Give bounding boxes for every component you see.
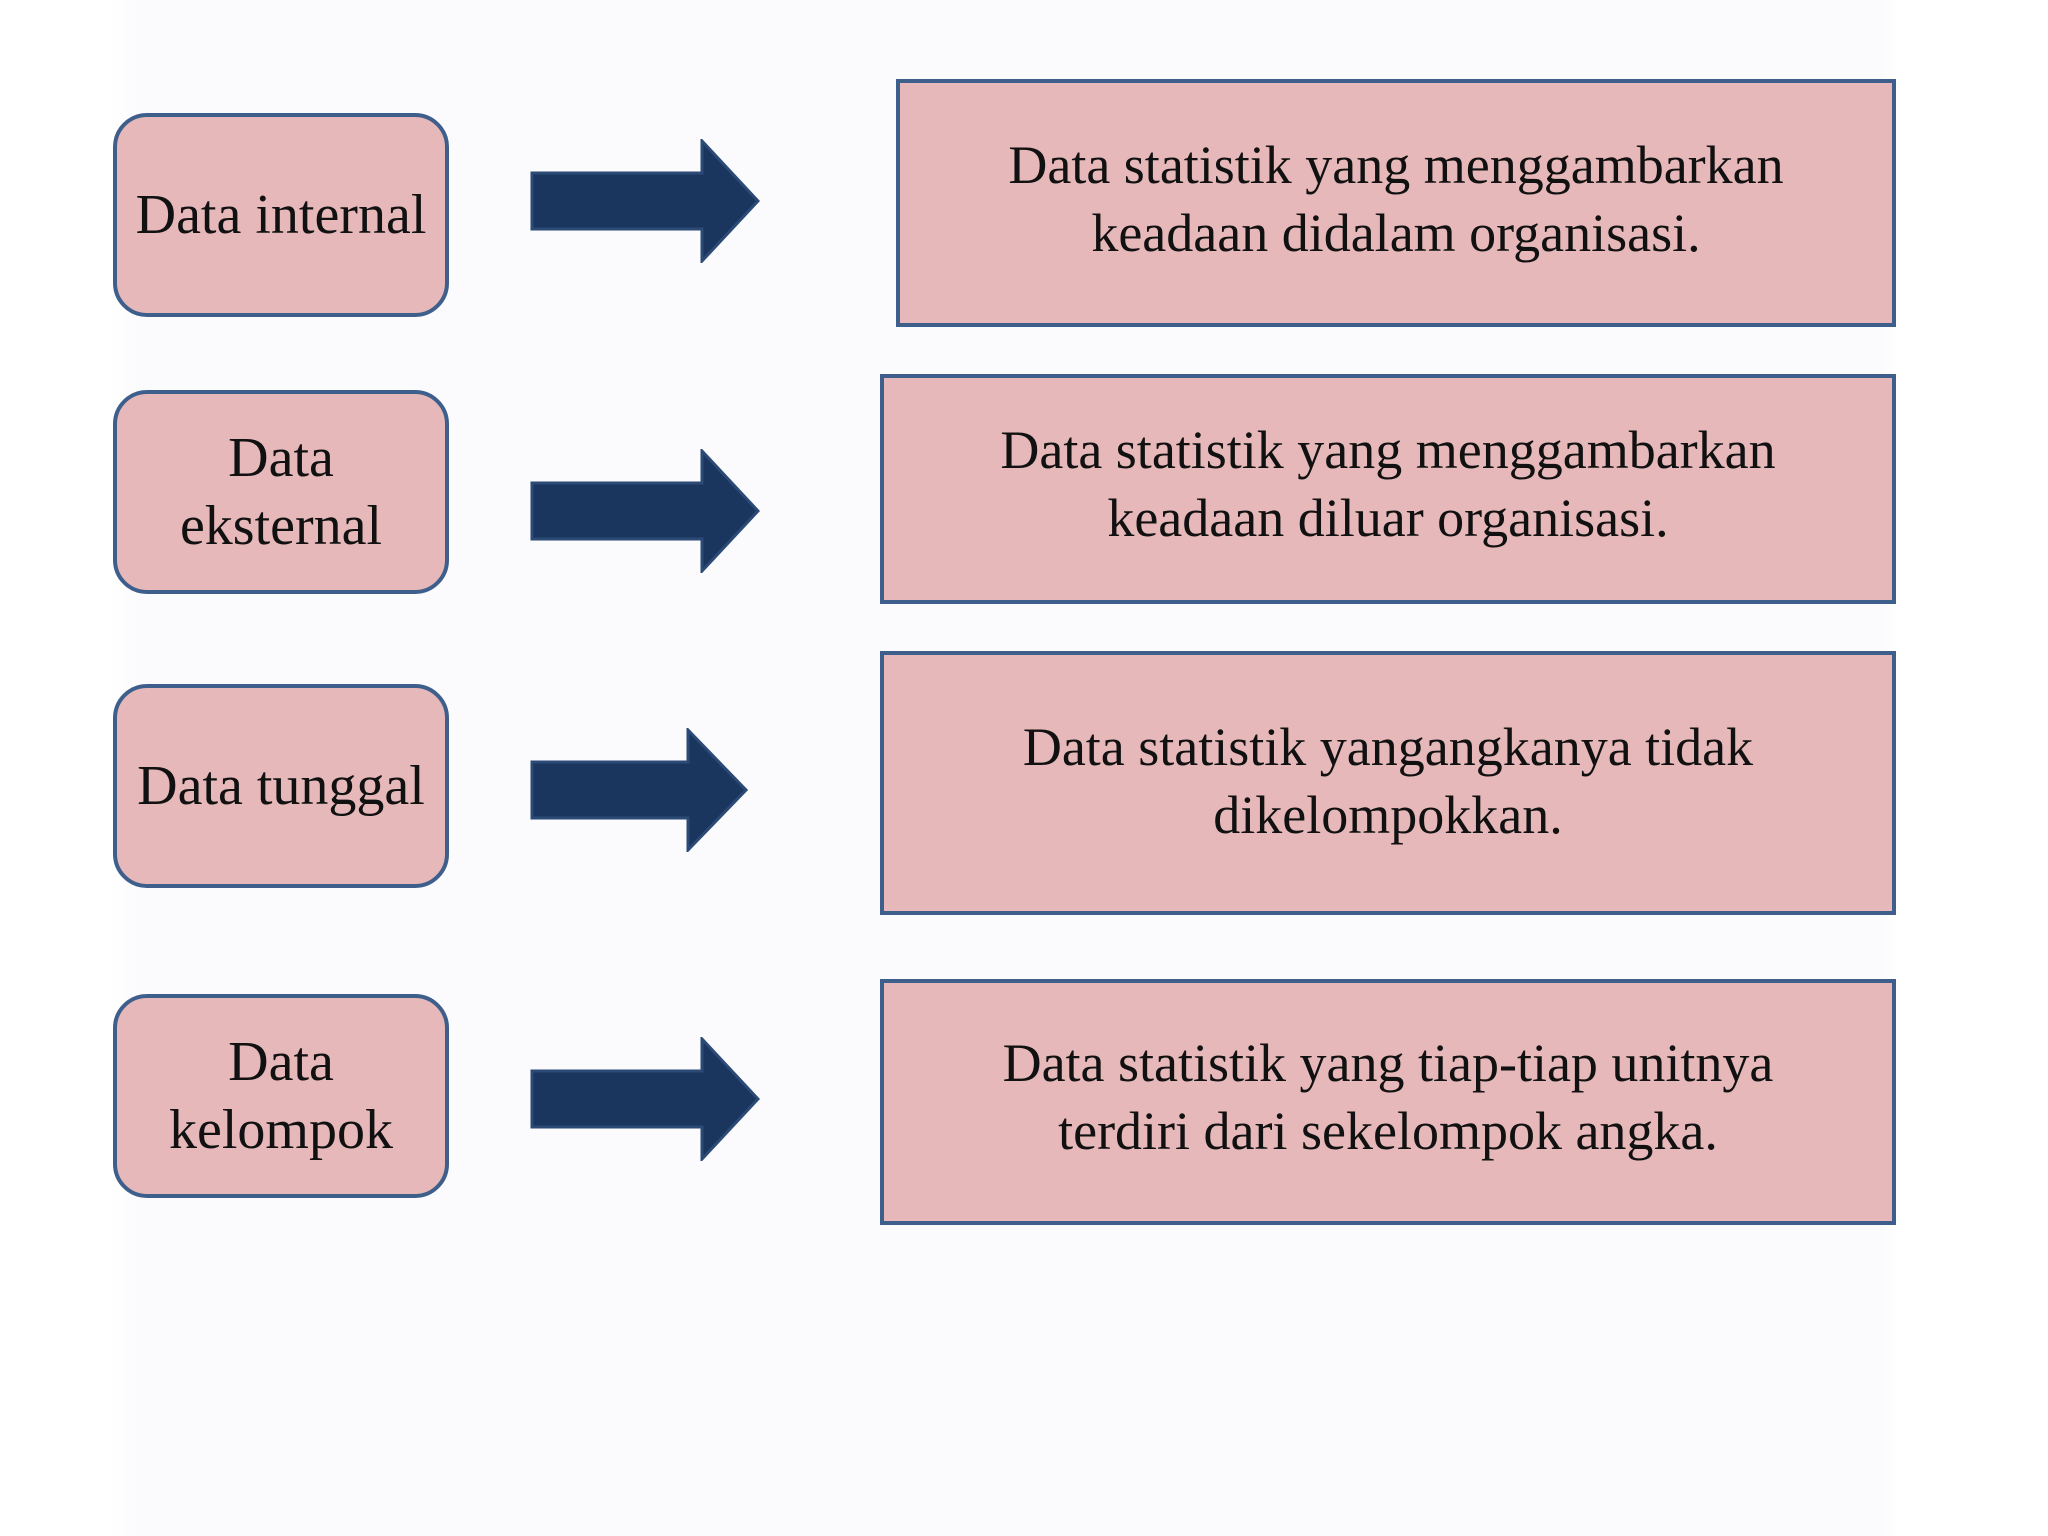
description-text: Data statistik yang menggambarkan keadaan diluar organisasi. (1000, 420, 1776, 548)
description-text: Data statistik yang menggambarkan keadaan didalam organisasi. (1008, 135, 1784, 263)
term-label: Data kelompok (169, 1031, 393, 1161)
description-text: Data statistik yangangkanya tidak dikelompokkan. (1022, 717, 1754, 845)
term-label: Data internal (135, 184, 427, 246)
right-arrow-icon (530, 728, 748, 852)
term-box-data-internal (113, 113, 449, 317)
description-box-data-internal (896, 79, 1896, 327)
term-label: Data eksternal (179, 427, 383, 557)
description-box-data-kelompok (880, 979, 1896, 1225)
term-label: Data tunggal (137, 755, 425, 817)
right-arrow-icon (530, 449, 760, 573)
description-text: Data statistik yang tiap-tiap unitnya terdiri dari sekelompok angka. (1002, 1033, 1774, 1161)
term-box-data-kelompok (113, 994, 449, 1198)
description-box-data-eksternal (880, 374, 1896, 604)
right-arrow-icon (530, 1037, 760, 1161)
term-box-data-tunggal (113, 684, 449, 888)
right-arrow-icon (530, 139, 760, 263)
description-box-data-tunggal (880, 651, 1896, 915)
term-box-data-eksternal (113, 390, 449, 594)
